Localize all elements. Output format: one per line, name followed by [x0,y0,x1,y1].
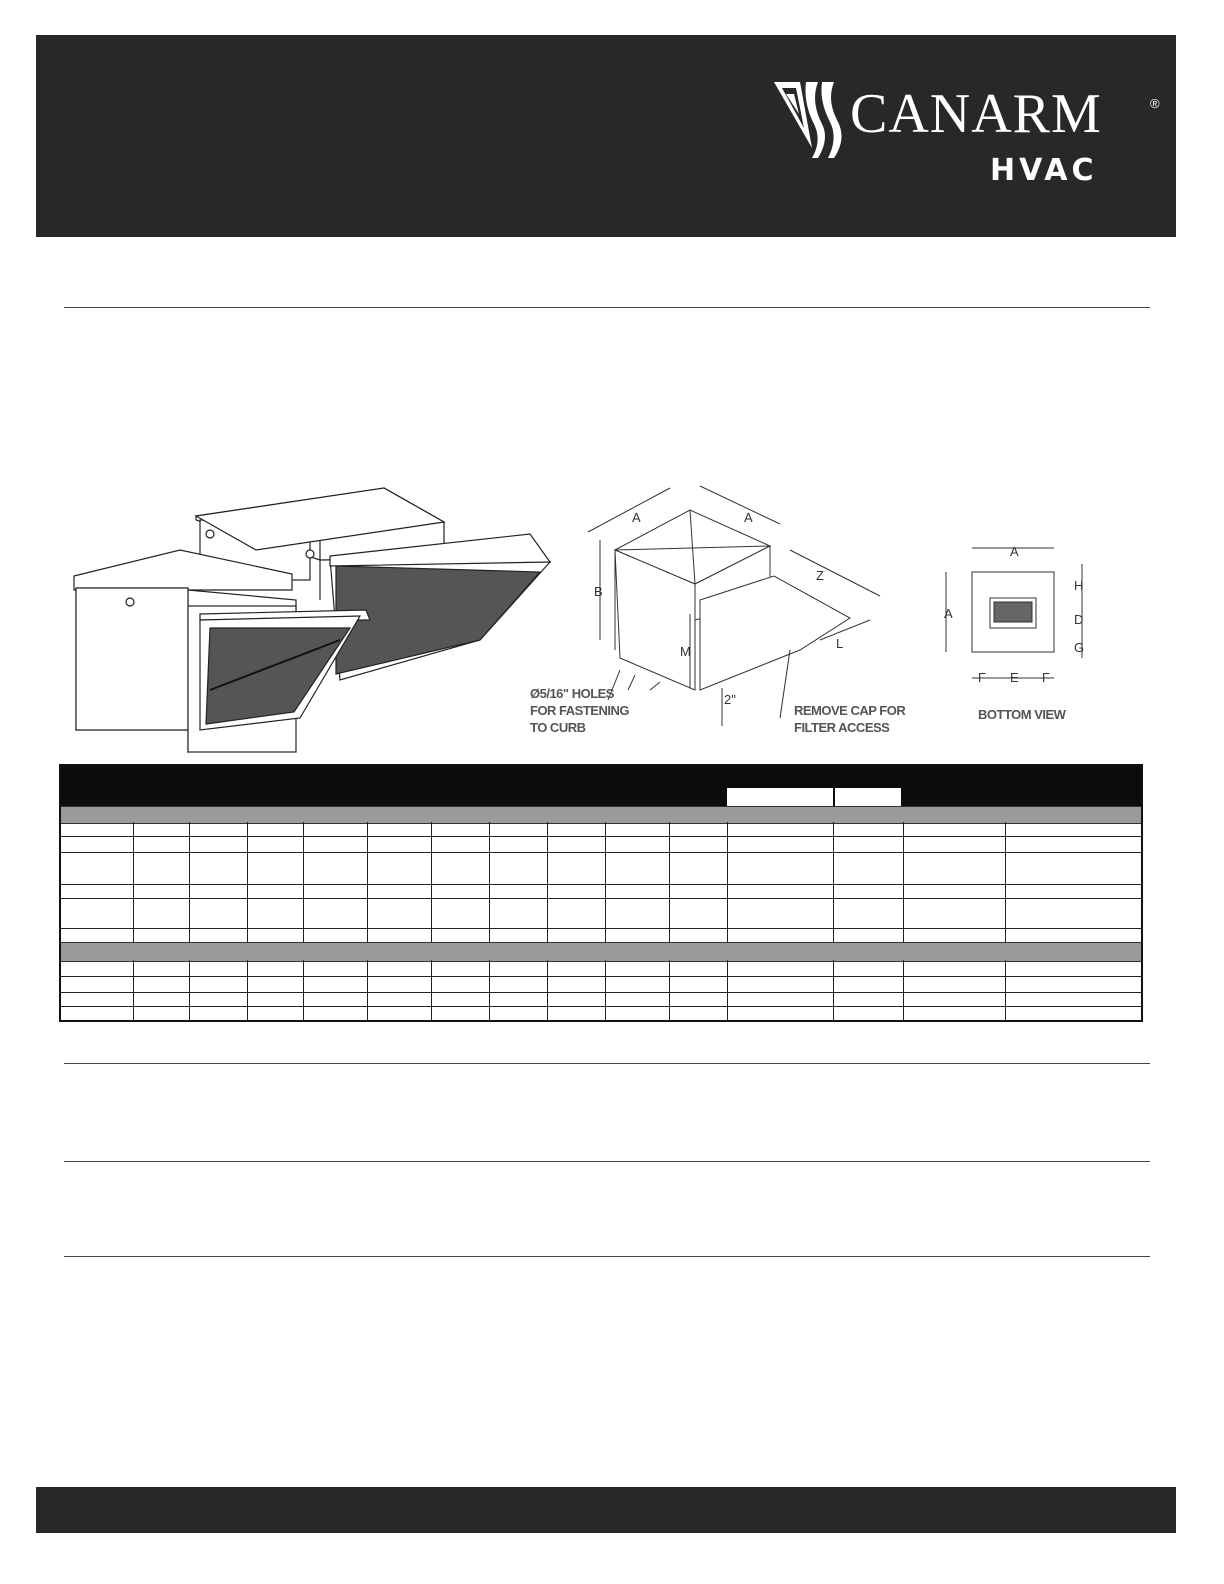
bv-label-e: E [1010,670,1019,685]
footer-band [36,1487,1176,1533]
bv-label-h: H [1074,578,1084,593]
dim-label-2in: 2" [724,692,736,707]
note-holes-3: TO CURB [530,720,586,735]
col-divider [303,822,304,942]
row-divider [61,852,1141,853]
bottom-view-drawing [946,548,1085,678]
subheader-cell-2 [835,788,901,806]
col-divider [669,822,670,942]
product-figure [60,480,1160,760]
row-divider [61,836,1141,837]
col-divider [1005,822,1006,942]
col-divider [189,960,190,1020]
col-divider [303,960,304,1020]
col-divider [833,822,834,942]
dim-label-b: B [594,584,603,599]
spec-table [59,764,1143,1022]
col-divider [833,960,834,1020]
col-divider [903,822,904,942]
brand-division: HVAC [990,153,1098,188]
col-divider [547,960,548,1020]
section-rule-top [64,307,1150,308]
col-divider [431,960,432,1020]
bv-label-a-side: A [944,606,953,621]
dim-label-a1: A [632,510,641,525]
bv-label-f-right: F [1042,670,1050,685]
col-divider [669,960,670,1020]
col-divider [367,822,368,942]
section-rule-2 [64,1161,1150,1162]
note-holes-2: FOR FASTENING [530,703,629,718]
section-rule-3 [64,1256,1150,1257]
bv-label-f-left: F [978,670,986,685]
dim-label-l: L [836,636,844,651]
note-holes-1: Ø5/16" HOLES [530,686,614,701]
table-header [61,766,1141,808]
col-divider [903,960,904,1020]
section-rule-1 [64,1063,1150,1064]
col-divider [189,822,190,942]
col-divider [727,960,728,1020]
dim-label-a2: A [744,510,753,525]
row-divider [61,1006,1141,1007]
table-group-row-1 [61,806,1141,824]
note-cap-1: REMOVE CAP FOR [794,703,906,718]
col-divider [605,960,606,1020]
col-divider [547,822,548,942]
row-divider [61,992,1141,993]
registered-mark: ® [1150,96,1160,111]
col-divider [727,822,728,942]
note-cap-2: FILTER ACCESS [794,720,890,735]
col-divider [605,822,606,942]
bottom-view-title: BOTTOM VIEW [978,707,1066,722]
brand-name: CANARM [850,83,1102,145]
units-illustration [74,488,550,752]
col-divider [133,960,134,1020]
col-divider [1005,960,1006,1020]
row-divider [61,976,1141,977]
col-divider [489,822,490,942]
col-divider [247,822,248,942]
table-group-row-2 [61,942,1141,962]
dim-label-z: Z [816,568,824,583]
subheader-cell-1 [727,788,833,806]
row-divider [61,884,1141,885]
row-divider [61,898,1141,899]
row-divider [61,928,1141,929]
canarm-logo-icon [772,78,852,162]
col-divider [431,822,432,942]
bv-label-d: D [1074,612,1084,627]
col-divider [133,822,134,942]
col-divider [489,960,490,1020]
col-divider [247,960,248,1020]
dim-label-m: M [680,644,691,659]
brand-logo [772,78,1172,188]
bv-label-a-top: A [1010,544,1019,559]
bv-label-g: G [1074,640,1085,655]
col-divider [367,960,368,1020]
